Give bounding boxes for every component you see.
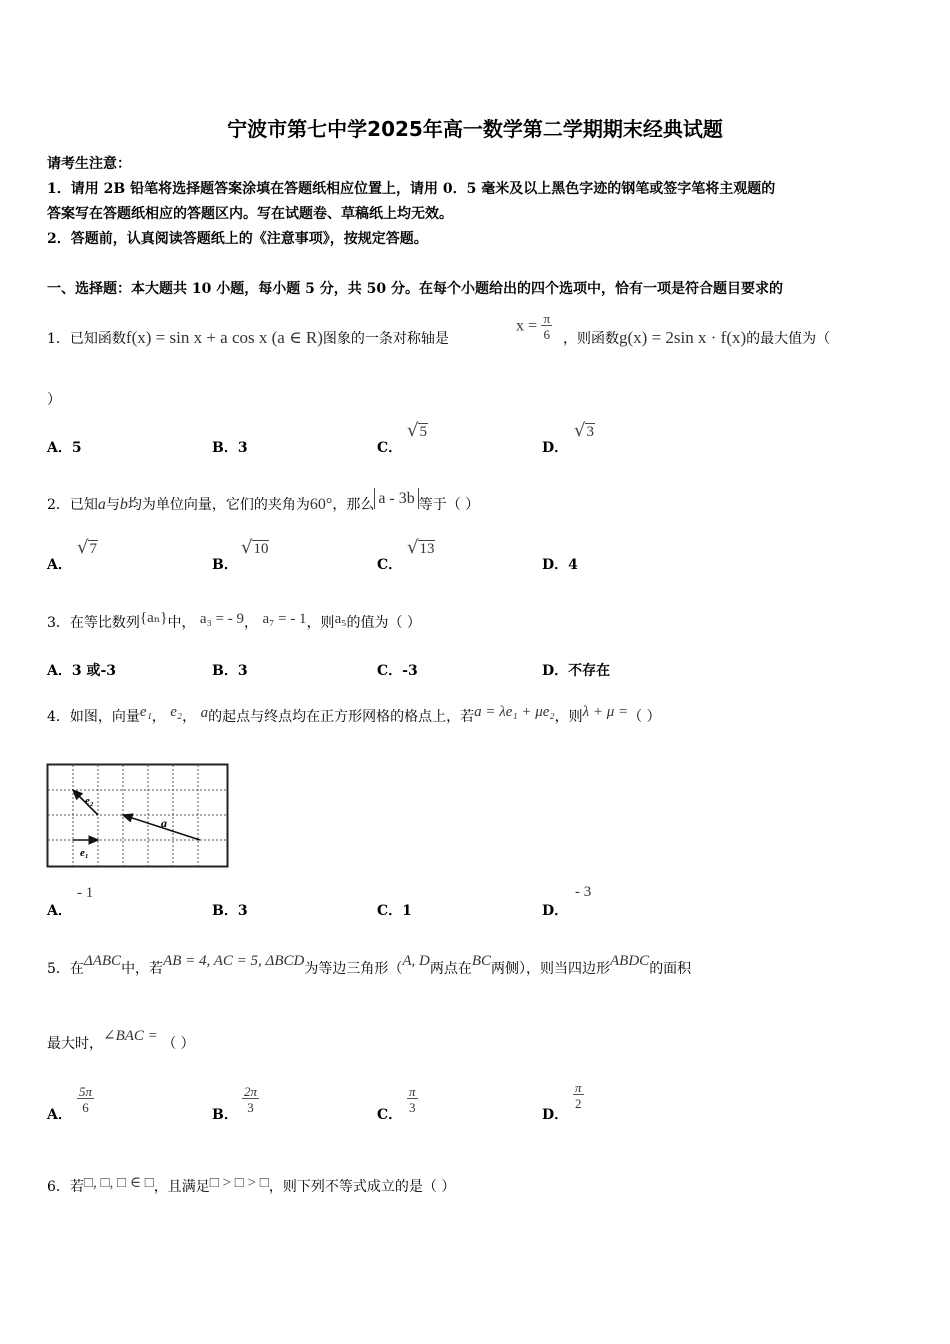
q5-option-b-num: 2π bbox=[244, 1084, 258, 1099]
q5-option-a-den: 6 bbox=[82, 1100, 89, 1115]
vector-a-label: a bbox=[161, 816, 167, 830]
q3-option-b: B．3 bbox=[212, 663, 248, 679]
q2-option-d: D．4 bbox=[542, 557, 578, 573]
q5-paren: （ ） bbox=[162, 1036, 195, 1052]
q2-option-c: C． bbox=[377, 557, 403, 573]
q5-prefix: 5．在 bbox=[47, 961, 84, 977]
q5-option-d-num: π bbox=[575, 1080, 582, 1095]
q1-fraction bbox=[541, 312, 552, 341]
q4-e1: e₁ bbox=[139, 704, 152, 720]
q4-comma-2: ， bbox=[182, 709, 197, 725]
q2-end: 等于（ ） bbox=[418, 497, 480, 513]
q6-inequality: □ > □ > □ bbox=[209, 1175, 269, 1191]
q4-comma-1: ， bbox=[151, 709, 166, 725]
q1-option-a: A．5 bbox=[47, 440, 82, 456]
q5-option-c-den: 3 bbox=[409, 1100, 416, 1115]
q1-close-paren: ） bbox=[47, 392, 61, 408]
q4-prefix: 4．如图，向量 bbox=[47, 709, 140, 725]
q5-option-c-num: π bbox=[409, 1084, 416, 1099]
q2-option-a: A． bbox=[47, 557, 72, 573]
q1-end: 的最大值为（ bbox=[746, 331, 831, 347]
q3-end: 的值为（ ） bbox=[346, 615, 421, 631]
q1-option-c-sqrt: √5 bbox=[407, 420, 427, 441]
q4-option-d: D． bbox=[542, 903, 569, 919]
q2-option-b: B． bbox=[212, 557, 238, 573]
q1-axis-expression bbox=[516, 312, 552, 341]
q1-g-expression: g(x) = 2sin x · f(x) bbox=[619, 328, 747, 347]
notice-item-1b: 答案写在答题纸相应的答题区内。写在试题卷、草稿纸上均无效。 bbox=[47, 206, 453, 222]
q5-mid4: 两侧），则当四边形 bbox=[491, 961, 611, 977]
q4-mid: 的起点与终点均在正方形网格的格点上，若 bbox=[208, 709, 475, 725]
q4-e2: e₂ bbox=[170, 704, 183, 720]
q5-quad: ABDC bbox=[610, 953, 650, 969]
q5-option-d-frac bbox=[573, 1081, 584, 1110]
q1-option-d-radicand: 3 bbox=[586, 424, 594, 440]
q1-mid2: ，则函数 bbox=[563, 331, 619, 347]
q4-option-b: B．3 bbox=[212, 903, 248, 919]
q2-option-c-sqrt: √13 bbox=[407, 537, 435, 558]
q1-option-d: D． bbox=[542, 440, 569, 456]
q4-option-d-value: - 3 bbox=[575, 884, 592, 900]
q5-mid3: 两点在 bbox=[429, 961, 472, 977]
question-4-text bbox=[47, 706, 661, 726]
q4-option-a: A． bbox=[47, 903, 72, 919]
q4-expression: a = λe₁ + μe₂ bbox=[474, 704, 555, 720]
q3-option-c: C．-3 bbox=[377, 663, 418, 679]
q5-segment-bc: BC bbox=[471, 953, 492, 969]
notice-heading: 请考生注意： bbox=[47, 156, 131, 172]
q6-mid: ，且满足 bbox=[153, 1179, 210, 1195]
q3-a5: a₅ bbox=[334, 611, 347, 627]
q2-option-a-radicand: 7 bbox=[89, 541, 97, 557]
q1-f-expression: f(x) = sin x + a cos x (a ∈ R) bbox=[125, 328, 323, 347]
q1-option-c: C． bbox=[377, 440, 403, 456]
q1-frac-den: 6 bbox=[543, 327, 551, 342]
q5-conditions: AB = 4, AC = 5, ΔBCD bbox=[163, 953, 305, 969]
q5-triangle: ΔABC bbox=[83, 953, 122, 969]
q5-option-a-num: 5π bbox=[79, 1084, 93, 1099]
q3-mid: 中， bbox=[167, 615, 196, 631]
q2-option-a-sqrt: √7 bbox=[77, 537, 97, 558]
q5-option-b-den: 3 bbox=[247, 1100, 254, 1115]
question-3-text bbox=[47, 612, 421, 632]
section-heading: 一、选择题：本大题共 10 小题，每小题 5 分，共 50 分。在每个小题给出的四个选项中，恰有一项是符合题目要求的 bbox=[47, 281, 783, 297]
q4-lambda-mu: λ + μ = bbox=[582, 704, 629, 720]
q5-option-b-frac bbox=[242, 1085, 259, 1114]
question-5-text bbox=[47, 953, 692, 978]
q3-prefix: 3．在等比数列 bbox=[47, 615, 140, 631]
question-2-text bbox=[47, 490, 480, 514]
q2-option-b-radicand: 10 bbox=[253, 541, 269, 557]
q2-vector-b: b bbox=[119, 496, 128, 513]
q2-mid: 均为单位向量，它们的夹角为 bbox=[127, 497, 310, 513]
q3-then: ，则 bbox=[306, 615, 335, 631]
q5-angle: ∠BAC = bbox=[103, 1028, 158, 1044]
q4-a: a bbox=[200, 705, 209, 721]
q5-line2-text: 最大时， bbox=[47, 1036, 103, 1052]
q3-option-d: D．不存在 bbox=[542, 663, 611, 679]
q1-tail bbox=[563, 328, 830, 348]
q2-option-b-sqrt: √10 bbox=[241, 537, 269, 558]
question-1-text bbox=[47, 328, 449, 348]
vector-e2-label: e₂ bbox=[85, 795, 94, 807]
q3-a7: a₇ = - 1 bbox=[262, 611, 307, 627]
q3-a3: a₃ = - 9 bbox=[199, 611, 245, 627]
q2-abs-expression: a - 3b bbox=[374, 488, 418, 509]
q5-option-d-den: 2 bbox=[575, 1096, 582, 1111]
q5-points-ad: A, D bbox=[402, 953, 430, 969]
q5-mid2: 为等边三角形（ bbox=[304, 961, 403, 977]
q6-prefix: 6．若 bbox=[47, 1179, 84, 1195]
q5-option-c: C． bbox=[377, 1107, 403, 1123]
page-title: 宁波市第七中学2025年高一数学第二学期期末经典试题 bbox=[227, 117, 723, 141]
q5-option-c-frac bbox=[407, 1085, 418, 1114]
q6-end: ，则下列不等式成立的是（ ） bbox=[268, 1179, 456, 1195]
q2-option-c-radicand: 13 bbox=[419, 541, 435, 557]
q1-option-d-sqrt: √3 bbox=[574, 420, 594, 441]
q5-end: 的面积 bbox=[649, 961, 692, 977]
question-6-text bbox=[47, 1176, 455, 1196]
q3-comma: ， bbox=[244, 615, 259, 631]
q1-option-b: B．3 bbox=[212, 440, 248, 456]
q4-option-a-value: - 1 bbox=[77, 885, 94, 901]
q5-mid: 中，若 bbox=[121, 961, 164, 977]
q4-then: ，则 bbox=[554, 709, 583, 725]
q5-option-a-frac bbox=[77, 1085, 94, 1114]
q6-variables: □, □, □ ∈ □ bbox=[83, 1175, 154, 1191]
q2-then: ，那么 bbox=[332, 497, 375, 513]
q2-vector-a: a bbox=[97, 496, 106, 513]
q5-option-d: D． bbox=[542, 1107, 569, 1123]
q2-angle: 60° bbox=[309, 496, 333, 513]
q3-sequence: {aₙ} bbox=[139, 610, 168, 626]
q4-option-c: C．1 bbox=[377, 903, 412, 919]
vector-e1-label: e₁ bbox=[80, 847, 89, 859]
q1-mid: 图象的一条对称轴是 bbox=[322, 331, 449, 347]
q3-option-a: A．3 或-3 bbox=[47, 663, 117, 679]
notice-item-1a: 1．请用 2B 铅笔将选择题答案涂填在答题纸相应位置上，请用 0．5 毫米及以上黑色字迹的钢笔或签字笔将主观题的 bbox=[47, 181, 776, 197]
q5-option-b: B． bbox=[212, 1107, 238, 1123]
q1-x-eq: x = bbox=[516, 317, 538, 335]
q5-line-2 bbox=[47, 1028, 195, 1053]
q2-prefix: 2．已知 bbox=[47, 497, 98, 513]
q1-prefix: 1．已知函数 bbox=[47, 331, 126, 347]
q2-and: 与 bbox=[105, 497, 120, 513]
q4-end: （ ） bbox=[628, 709, 661, 725]
q5-option-a: A． bbox=[47, 1107, 72, 1123]
q1-option-c-radicand: 5 bbox=[419, 424, 427, 440]
notice-item-2: 2．答题前，认真阅读答题纸上的《注意事项》，按规定答题。 bbox=[47, 231, 428, 247]
q4-grid-figure bbox=[46, 763, 230, 869]
q1-frac-num: π bbox=[543, 311, 551, 326]
